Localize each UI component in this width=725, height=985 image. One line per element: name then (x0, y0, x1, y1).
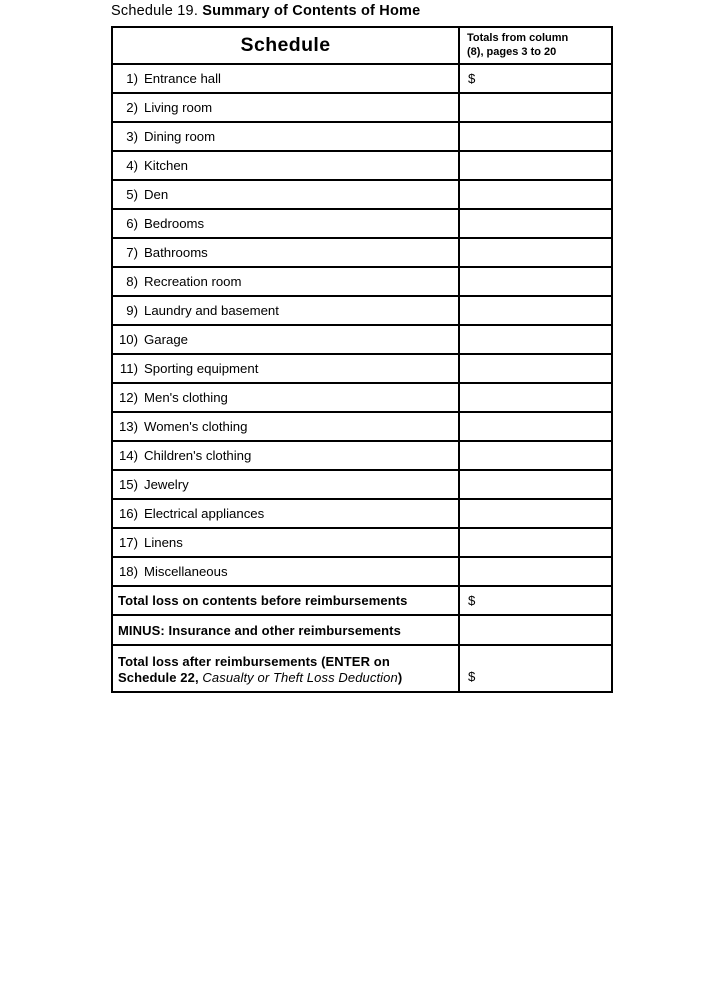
row-label: Garage (144, 332, 188, 347)
row-total-cell[interactable] (459, 557, 612, 586)
row-label: Living room (144, 100, 213, 115)
row-total-cell[interactable] (459, 151, 612, 180)
table-row (112, 122, 612, 151)
row-number: 3) (126, 129, 138, 144)
total-before-row (112, 586, 612, 615)
row-total-cell[interactable] (459, 325, 612, 354)
page-title-emphasis: Summary of Contents of Home (202, 3, 421, 19)
header-row (112, 27, 612, 64)
total-after-line1: Total loss after reimbursements (ENTER on (118, 653, 390, 669)
row-total-cell[interactable] (459, 238, 612, 267)
table-row (112, 412, 612, 441)
table-row (112, 209, 612, 238)
row-label: Bathrooms (144, 245, 208, 260)
row-label: Men's clothing (144, 390, 228, 405)
row-label-cell (112, 470, 459, 499)
row-number: 11) (119, 361, 138, 376)
row-total-cell[interactable] (459, 354, 612, 383)
row-label-cell (112, 180, 459, 209)
row-label: Linens (144, 535, 183, 550)
row-number: 2) (126, 100, 138, 115)
row-label: Jewelry (144, 477, 189, 492)
total-before-amount-cell[interactable]: $ (459, 586, 612, 615)
row-number: 18) (118, 564, 138, 579)
row-total-cell[interactable] (459, 383, 612, 412)
row-label-cell (112, 325, 459, 354)
row-label: Den (144, 187, 169, 202)
row-label-cell (112, 412, 459, 441)
table-row (112, 93, 612, 122)
row-number: 4) (126, 158, 138, 173)
row-label-cell (112, 267, 459, 296)
total-after-row (112, 645, 612, 692)
table-row (112, 354, 612, 383)
row-total-cell[interactable] (459, 499, 612, 528)
table-row (112, 180, 612, 209)
row-number: 6) (126, 216, 138, 231)
schedule-22-reference: Casualty or Theft Loss Deduction (202, 670, 398, 685)
table-row (112, 441, 612, 470)
row-label-cell (112, 354, 459, 383)
row-label-cell (112, 441, 459, 470)
row-total-cell[interactable] (459, 209, 612, 238)
table-row (112, 151, 612, 180)
row-label: Children's clothing (144, 448, 252, 463)
table-row (112, 557, 612, 586)
table-row (112, 325, 612, 354)
table-row (112, 267, 612, 296)
row-label-cell (112, 238, 459, 267)
table-row (112, 296, 612, 325)
total-after-label (112, 645, 459, 692)
row-label: Miscellaneous (144, 564, 228, 579)
row-label-cell (112, 499, 459, 528)
row-number: 12) (118, 390, 138, 405)
row-total-cell[interactable] (459, 412, 612, 441)
table-row (112, 383, 612, 412)
row-label: Kitchen (144, 158, 188, 173)
row-label: Sporting equipment (144, 361, 259, 376)
row-label: Laundry and basement (144, 303, 279, 318)
row-label: Women's clothing (144, 419, 248, 434)
row-number: 7) (126, 245, 138, 260)
contents-summary-table (111, 26, 613, 693)
row-label-cell (112, 209, 459, 238)
row-number: 15) (118, 477, 138, 492)
totals-column-header (459, 27, 612, 64)
row-number: 10) (118, 332, 138, 347)
row-number: 1) (126, 71, 138, 86)
row-label: Electrical appliances (144, 506, 265, 521)
row-label: Recreation room (144, 274, 242, 289)
table-row (112, 64, 612, 93)
row-number: 14) (118, 448, 138, 463)
row-total-cell[interactable] (459, 528, 612, 557)
row-total-cell[interactable]: $ (459, 64, 612, 93)
row-label: Bedrooms (144, 216, 205, 231)
totals-header-line2: (8), pages 3 to 20 (467, 45, 557, 58)
row-total-cell[interactable] (459, 470, 612, 499)
row-label-cell (112, 122, 459, 151)
row-number: 5) (126, 187, 138, 202)
row-total-cell[interactable] (459, 180, 612, 209)
minus-reimbursements-row (112, 615, 612, 645)
minus-amount-cell[interactable] (459, 615, 612, 645)
minus-reimbursements-label: MINUS: Insurance and other reimbursements (112, 615, 459, 645)
row-number: 17) (118, 535, 138, 550)
table-row (112, 528, 612, 557)
table-row (112, 499, 612, 528)
row-label: Dining room (144, 129, 216, 144)
row-label-cell (112, 528, 459, 557)
row-label-cell (112, 557, 459, 586)
row-label-cell (112, 93, 459, 122)
row-number: 8) (126, 274, 138, 289)
row-total-cell[interactable] (459, 267, 612, 296)
total-before-label: Total loss on contents before reimbursements (112, 586, 459, 615)
page-title-prefix: Schedule 19. (111, 3, 203, 19)
row-number: 9) (126, 303, 138, 318)
total-after-line2: Schedule 22, Casualty or Theft Loss Deduction) (118, 670, 403, 685)
row-label-cell (112, 64, 459, 93)
row-total-cell[interactable] (459, 441, 612, 470)
row-total-cell[interactable] (459, 93, 612, 122)
row-total-cell[interactable] (459, 296, 612, 325)
row-label-cell (112, 151, 459, 180)
row-label-cell (112, 296, 459, 325)
table-row (112, 470, 612, 499)
total-after-amount-cell[interactable]: $ (459, 645, 612, 692)
row-label: Entrance hall (144, 71, 221, 86)
schedule-column-header: Schedule (112, 27, 459, 64)
totals-header-line1: Totals from column (467, 32, 569, 44)
row-label-cell (112, 383, 459, 412)
page-title (111, 3, 420, 19)
table-row (112, 238, 612, 267)
row-total-cell[interactable] (459, 122, 612, 151)
row-number: 16) (118, 506, 138, 521)
row-number: 13) (118, 419, 138, 434)
